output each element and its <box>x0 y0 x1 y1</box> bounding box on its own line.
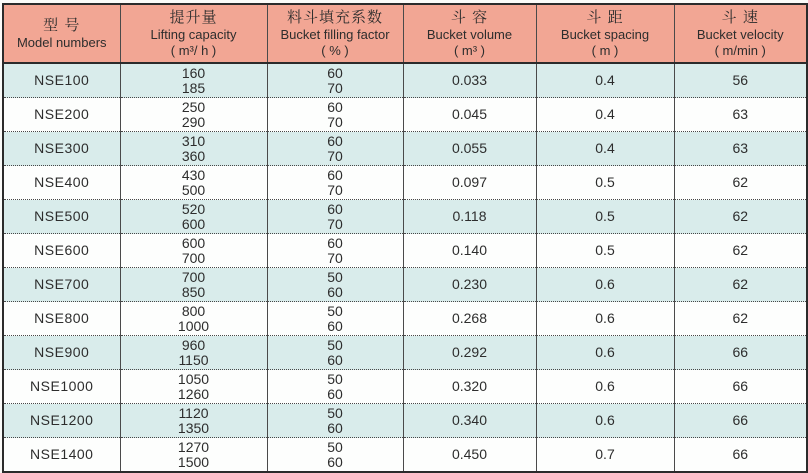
header-en: Bucket volume <box>426 27 513 42</box>
capacity-line: 290 <box>181 113 206 130</box>
capacity-line: 160 <box>181 64 206 81</box>
fill-line: 60 <box>327 64 343 81</box>
capacity-cell <box>120 234 267 268</box>
model-cell: NSE1200 <box>3 404 120 438</box>
model-cell: NSE400 <box>3 166 120 200</box>
capacity-cell <box>120 438 267 473</box>
fill-line: 50 <box>327 336 343 353</box>
capacity-cell <box>120 336 267 370</box>
fill-line: 70 <box>327 249 343 266</box>
header-row <box>3 4 807 63</box>
bucket-elevator-spec-table <box>2 3 808 473</box>
fill-line: 60 <box>327 453 343 470</box>
model-cell: NSE200 <box>3 98 120 132</box>
fill-factor-cell <box>267 268 403 302</box>
header-zh: 型 号 <box>43 17 81 34</box>
column-header-model <box>3 4 120 63</box>
fill-line: 70 <box>327 79 343 96</box>
fill-line: 50 <box>327 404 343 421</box>
column-header-bucket-volume <box>403 4 536 63</box>
volume-cell: 0.268 <box>403 302 536 336</box>
capacity-line: 1260 <box>177 385 210 402</box>
fill-line: 70 <box>327 181 343 198</box>
fill-factor-cell <box>267 132 403 166</box>
volume-cell: 0.320 <box>403 370 536 404</box>
capacity-cell <box>120 370 267 404</box>
capacity-line: 800 <box>181 302 206 319</box>
capacity-line: 1350 <box>177 419 210 436</box>
fill-line: 50 <box>327 268 343 285</box>
volume-cell: 0.045 <box>403 98 536 132</box>
fill-factor-cell <box>267 336 403 370</box>
header-en: Bucket filling factor <box>280 27 390 42</box>
spacing-cell: 0.6 <box>536 336 674 370</box>
velocity-cell: 62 <box>674 166 807 200</box>
model-cell: NSE300 <box>3 132 120 166</box>
fill-line: 60 <box>327 98 343 115</box>
capacity-line: 250 <box>181 98 206 115</box>
header-en: Lifting capacity <box>150 27 237 42</box>
capacity-line: 185 <box>181 79 206 96</box>
model-cell: NSE500 <box>3 200 120 234</box>
model-cell: NSE1400 <box>3 438 120 473</box>
fill-line: 60 <box>327 317 343 334</box>
capacity-line: 600 <box>181 234 206 251</box>
volume-cell: 0.140 <box>403 234 536 268</box>
capacity-line: 520 <box>181 200 206 217</box>
velocity-cell: 66 <box>674 404 807 438</box>
header-zh: 斗 距 <box>586 9 624 26</box>
capacity-line: 1120 <box>178 404 209 421</box>
volume-cell: 0.292 <box>403 336 536 370</box>
spacing-cell: 0.6 <box>536 370 674 404</box>
model-cell: NSE700 <box>3 268 120 302</box>
table-row-nse1000 <box>3 370 807 404</box>
fill-line: 60 <box>327 351 343 368</box>
table-row-nse500 <box>3 200 807 234</box>
header-unit: ( m³/ h ) <box>170 43 217 58</box>
fill-line: 60 <box>327 385 343 402</box>
table-header <box>3 4 807 63</box>
velocity-cell: 63 <box>674 98 807 132</box>
spacing-cell: 0.4 <box>536 132 674 166</box>
model-cell: NSE800 <box>3 302 120 336</box>
table-row-nse200 <box>3 98 807 132</box>
header-unit: ( m³ ) <box>453 43 486 58</box>
header-zh: 斗 速 <box>721 9 759 26</box>
header-zh: 斗 容 <box>450 9 489 26</box>
volume-cell: 0.230 <box>403 268 536 302</box>
fill-line: 60 <box>327 166 343 183</box>
volume-cell: 0.450 <box>403 438 536 473</box>
column-header-bucket-spacing <box>536 4 674 63</box>
fill-line: 50 <box>327 370 343 387</box>
fill-line: 60 <box>327 283 343 300</box>
capacity-cell <box>120 200 267 234</box>
fill-factor-cell <box>267 63 403 98</box>
model-cell: NSE1000 <box>3 370 120 404</box>
table-row-nse300 <box>3 132 807 166</box>
fill-factor-cell <box>267 200 403 234</box>
spacing-cell: 0.6 <box>536 268 674 302</box>
capacity-line: 600 <box>181 215 206 232</box>
model-cell: NSE100 <box>3 63 120 98</box>
fill-factor-cell <box>267 166 403 200</box>
velocity-cell: 63 <box>674 132 807 166</box>
velocity-cell: 66 <box>674 370 807 404</box>
velocity-cell: 56 <box>674 63 807 98</box>
fill-factor-cell <box>267 404 403 438</box>
capacity-cell <box>120 98 267 132</box>
column-header-bucket-velocity <box>674 4 807 63</box>
spacing-cell: 0.6 <box>536 302 674 336</box>
velocity-cell: 62 <box>674 234 807 268</box>
capacity-cell <box>120 132 267 166</box>
spacing-cell: 0.5 <box>536 200 674 234</box>
header-zh: 提升量 <box>169 9 218 26</box>
header-en: Bucket spacing <box>560 27 650 42</box>
table-row-nse700 <box>3 268 807 302</box>
capacity-cell <box>120 166 267 200</box>
velocity-cell: 62 <box>674 268 807 302</box>
velocity-cell: 62 <box>674 200 807 234</box>
header-en: Bucket velocity <box>696 27 784 42</box>
header-en: Model numbers <box>16 35 107 50</box>
spacing-cell: 0.6 <box>536 404 674 438</box>
table-row-nse900 <box>3 336 807 370</box>
column-header-lifting-capacity <box>120 4 267 63</box>
fill-factor-cell <box>267 98 403 132</box>
fill-line: 60 <box>327 234 343 251</box>
fill-factor-cell <box>267 302 403 336</box>
fill-line: 60 <box>327 132 343 149</box>
spacing-cell: 0.5 <box>536 234 674 268</box>
volume-cell: 0.033 <box>403 63 536 98</box>
spacing-cell: 0.5 <box>536 166 674 200</box>
capacity-line: 310 <box>181 132 206 149</box>
table-row-nse1400 <box>3 438 807 473</box>
capacity-line: 1150 <box>178 351 209 368</box>
capacity-line: 500 <box>181 181 206 198</box>
fill-line: 70 <box>327 147 343 164</box>
capacity-line: 700 <box>181 268 206 285</box>
velocity-cell: 66 <box>674 438 807 473</box>
column-header-bucket-filling-factor <box>267 4 403 63</box>
capacity-line: 1270 <box>177 438 210 455</box>
table-row-nse600 <box>3 234 807 268</box>
volume-cell: 0.118 <box>403 200 536 234</box>
capacity-line: 850 <box>181 283 206 300</box>
capacity-line: 1050 <box>177 370 210 387</box>
fill-factor-cell <box>267 370 403 404</box>
capacity-cell <box>120 404 267 438</box>
capacity-line: 1500 <box>177 453 210 470</box>
header-unit: ( m ) <box>591 43 619 58</box>
fill-factor-cell <box>267 234 403 268</box>
capacity-cell <box>120 63 267 98</box>
table-row-nse800 <box>3 302 807 336</box>
velocity-cell: 62 <box>674 302 807 336</box>
capacity-cell <box>120 268 267 302</box>
fill-line: 60 <box>327 419 343 436</box>
capacity-line: 360 <box>181 147 206 164</box>
table-row-nse100 <box>3 63 807 98</box>
fill-factor-cell <box>267 438 403 473</box>
table-body <box>3 63 807 472</box>
capacity-line: 700 <box>181 249 206 266</box>
header-unit: ( m/min ) <box>714 43 766 58</box>
fill-line: 70 <box>327 113 343 130</box>
table-row-nse400 <box>3 166 807 200</box>
table-row-nse1200 <box>3 404 807 438</box>
volume-cell: 0.055 <box>403 132 536 166</box>
header-zh: 料斗填充系数 <box>286 9 383 26</box>
fill-line: 70 <box>327 215 343 232</box>
spacing-cell: 0.4 <box>536 98 674 132</box>
spacing-cell: 0.7 <box>536 438 674 473</box>
capacity-cell <box>120 302 267 336</box>
capacity-line: 960 <box>181 336 206 353</box>
spacing-cell: 0.4 <box>536 63 674 98</box>
fill-line: 60 <box>327 200 343 217</box>
capacity-line: 430 <box>181 166 206 183</box>
header-unit: ( % ) <box>321 43 349 58</box>
volume-cell: 0.097 <box>403 166 536 200</box>
fill-line: 50 <box>327 302 343 319</box>
fill-line: 50 <box>327 438 343 455</box>
capacity-line: 1000 <box>177 317 210 334</box>
velocity-cell: 66 <box>674 336 807 370</box>
model-cell: NSE900 <box>3 336 120 370</box>
volume-cell: 0.340 <box>403 404 536 438</box>
model-cell: NSE600 <box>3 234 120 268</box>
